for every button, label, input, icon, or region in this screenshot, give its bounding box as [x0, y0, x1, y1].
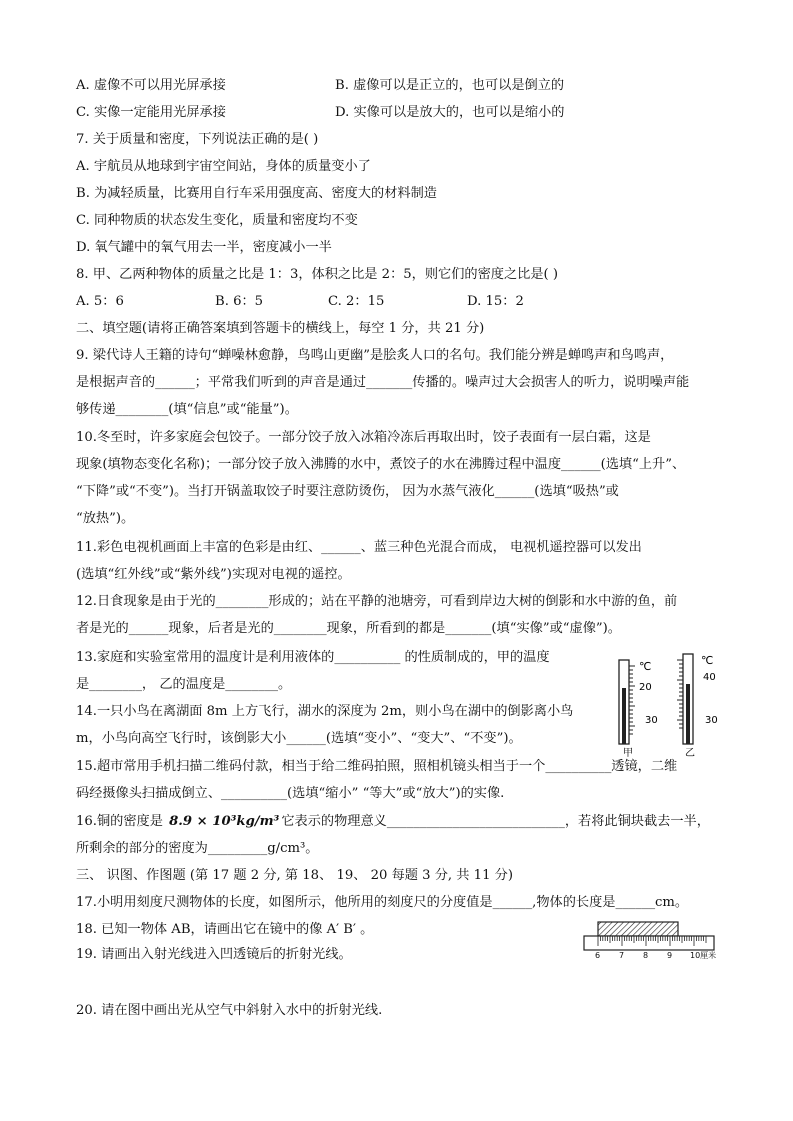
section-2-heading: 二、填空题(请将正确答案填到答题卡的横线上，每空 1 分，共 21 分): [76, 321, 485, 336]
q8-stem: 8. 甲、乙两种物体的质量之比是 1：3，体积之比是 2：5，则它们的密度之比是( ): [76, 267, 559, 282]
q8-option-a: A. 5：6: [76, 294, 124, 309]
q7-option-b: B. 为减轻质量，比赛用自行车采用强度高、密度大的材料制造: [76, 186, 437, 201]
q15-line-1: 15.超市常用手机扫描二维码付款，相当于给二维码拍照，照相机镜头相当于一个__________透镜，二维: [76, 759, 678, 774]
q19-text: 19. 请画出入射光线进入凹透镜后的折射光线。: [76, 947, 352, 962]
thermo-jia-top-label: 20: [639, 682, 652, 693]
q17-text: 17.小明用刻度尺测物体的长度，如图所示，他所用的刻度尺的分度值是______,物体的长度是______cm。: [76, 895, 689, 910]
q16-suffix: 它表示的物理意义___________________________，若将此铜块截去一半，: [281, 814, 710, 829]
q7-stem: 7. 关于质量和密度，下列说法正确的是( ): [76, 132, 319, 147]
q9-line-2: 是根据声音的______；平常我们听到的声音是通过_______传播的。噪声过大会损害人的听力，说明噪声能: [76, 375, 690, 390]
thermo-yi-bottom-label: 30: [705, 715, 718, 726]
thermo-yi-top-label: 40: [703, 672, 716, 683]
q7-option-d: D. 氧气罐中的氧气用去一半，密度减小一半: [76, 240, 332, 255]
q13-line-1: 13.家庭和实验室常用的温度计是利用液体的__________ 的性质制成的，甲的温度: [76, 650, 550, 665]
q6-option-d: D. 实像可以是放大的，也可以是缩小的: [335, 105, 565, 120]
q20-text: 20. 请在图中画出光从空气中斜射入水中的折射光线.: [76, 1003, 383, 1018]
q16-line-1: [76, 813, 710, 831]
ruler-tick-7: 7: [619, 951, 625, 960]
thermometer-figure: [605, 650, 725, 758]
q11-line-1: 11.彩色电视机画面上丰富的色彩是由红、______、蓝三种色光混合而成， 电视机遥控器可以发出: [76, 540, 642, 555]
q10-line-1: 10.冬至时，许多家庭会包饺子。一部分饺子放入冰箱冷冻后再取出时，饺子表面有一层白霜，这是: [76, 430, 651, 445]
thermo-jia-unit: ℃: [639, 660, 652, 673]
q8-option-d: D. 15：2: [467, 294, 524, 309]
q10-line-3: “下降”或“不变”)。当打开锅盖取饺子时要注意防烫伤， 因为水蒸气液化______(选填“吸热”或: [76, 484, 619, 499]
thermo-jia-bottom-label: 30: [645, 715, 658, 726]
q8-option-c: C. 2：15: [328, 294, 385, 309]
q10-line-2: 现象(填物态变化名称)；一部分饺子放入沸腾的水中，煮饺子的水在沸腾过程中温度______(选填“上升”、: [76, 457, 686, 472]
thermometer-jia: [619, 660, 635, 744]
q9-line-3: 够传递________(填“信息”或“能量”)。: [76, 402, 298, 417]
ruler-tick-8: 8: [643, 951, 649, 960]
q18-text: 18. 已知一物体 AB，请画出它在镜中的像 A′ B′ 。: [76, 922, 374, 937]
q6-option-c: C. 实像一定能用光屏承接: [76, 105, 226, 120]
ruler-figure: [582, 918, 718, 964]
q14-line-1: 14.一只小鸟在离湖面 8m 上方飞行，湖水的深度为 2m，则小鸟在湖中的倒影离小鸟: [76, 704, 574, 719]
q9-line-1: 9. 梁代诗人王籍的诗句“蝉噪林愈静，鸟鸣山更幽”是脍炙人口的名句。我们能分辨是蝉鸣声和鸟鸣声，: [76, 348, 674, 363]
ruler-tick-9: 9: [667, 951, 673, 960]
q16-line-2: 所剩余的部分的密度为_________g/cm³。: [76, 841, 319, 856]
q16-formula: 8.9 × 10³kg/m³: [169, 814, 280, 829]
q16-prefix: 16.铜的密度是: [76, 814, 163, 829]
q14-line-2: m，小鸟向高空飞行时，该倒影大小______(选填“变小”、“变大”、“不变”)。: [76, 731, 522, 746]
ruler-body: [584, 936, 714, 950]
q6-option-a: A. 虚像不可以用光屏承接: [76, 78, 226, 93]
thermometer-yi: [677, 654, 693, 744]
q7-option-a: A. 宇航员从地球到宇宙空间站，身体的质量变小了: [76, 159, 371, 174]
q7-option-c: C. 同种物质的状态发生变化，质量和密度均不变: [76, 213, 358, 228]
thermo-yi-unit: ℃: [701, 654, 714, 667]
q8-option-b: B. 6：5: [215, 294, 264, 309]
thermo-yi-name: 乙: [685, 748, 695, 758]
q11-line-2: (选填“红外线”或“紫外线”)实现对电视的遥控。: [76, 567, 351, 582]
q12-line-1: 12.日食现象是由于光的________形成的；站在平静的池塘旁，可看到岸边大树的倒影和水中游的鱼，前: [76, 594, 678, 609]
ruler-tick-10: 10厘米: [690, 951, 717, 960]
q12-line-2: 者是光的______现象，后者是光的________现象，所看到的都是_______(填“实像”或“虚像”)。: [76, 621, 621, 636]
ruler-tick-6: 6: [595, 951, 601, 960]
q6-option-b: B. 虚像可以是正立的，也可以是倒立的: [335, 78, 565, 93]
q10-line-4: “放热”)。: [76, 511, 135, 526]
q15-line-2: 码经摄像头扫描成倒立、__________(选填“缩小” “等大”或“放大”)的实像.: [76, 786, 505, 801]
section-3-heading: 三、 识图、作图题 (第 17 题 2 分, 第 18、 19、 20 每题 3 分, 共 11 分): [76, 868, 513, 883]
measured-object: [598, 922, 678, 936]
thermo-jia-name: 甲: [623, 748, 633, 758]
q13-line-2: 是________， 乙的温度是________。: [76, 677, 292, 692]
